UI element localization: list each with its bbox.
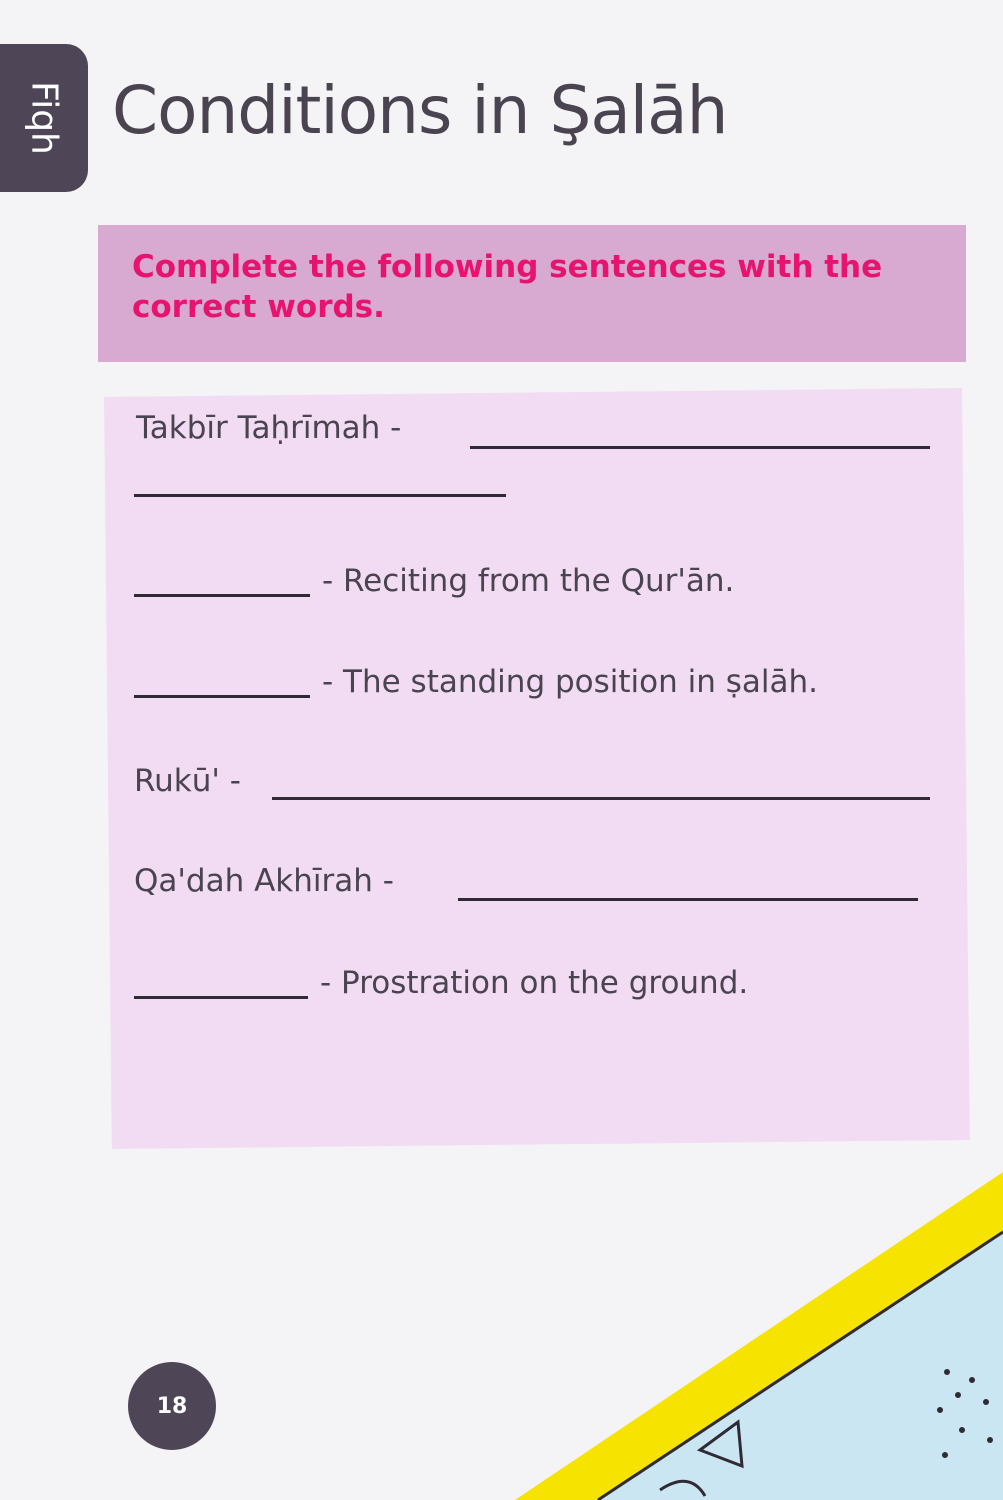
- dot-doodle: [987, 1437, 993, 1443]
- instruction-line-2: correct words.: [132, 289, 385, 325]
- item-standing-label: - The standing position in ṣalāh.: [322, 664, 818, 700]
- dot-doodle: [944, 1369, 950, 1375]
- dot-doodle: [983, 1399, 989, 1405]
- dot-doodle: [969, 1377, 975, 1383]
- dot-doodle: [937, 1407, 943, 1413]
- item-qadah-label: Qa'dah Akhīrah -: [134, 863, 394, 899]
- item-takbir-label: Takbīr Taḥrīmah -: [136, 410, 402, 446]
- dot-doodle: [955, 1392, 961, 1398]
- item-ruku-label: Rukū' -: [134, 763, 241, 799]
- item-prostration-label: - Prostration on the ground.: [320, 965, 749, 1001]
- section-tab-label: Fiqh: [23, 81, 65, 155]
- instruction-line-1: Complete the following sentences with the: [132, 249, 883, 285]
- item-reciting-label: - Reciting from the Qur'ān.: [322, 563, 735, 599]
- dot-doodle: [959, 1427, 965, 1433]
- page-number: 18: [128, 1362, 216, 1450]
- dot-doodle: [942, 1452, 948, 1458]
- page-title: Conditions in Şalāh: [112, 72, 728, 149]
